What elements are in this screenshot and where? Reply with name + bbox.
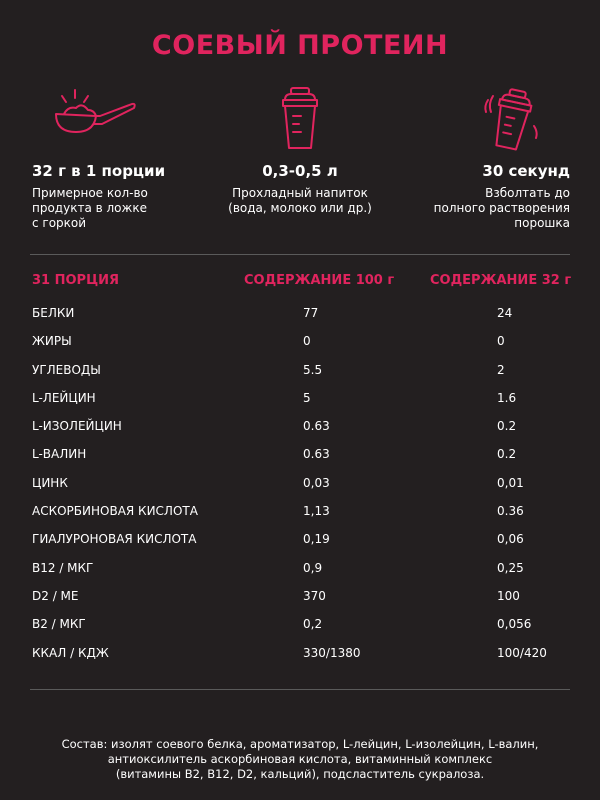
serving-info <box>32 86 222 231</box>
table-row <box>0 524 600 552</box>
nutrient-name: АСКОРБИНОВАЯ КИСЛОТА <box>32 504 198 519</box>
table-row <box>0 468 600 496</box>
serving-description: Примерное кол-во продукта в ложке с горкой <box>32 186 148 230</box>
value-per-32g: 0,056 <box>497 617 532 632</box>
shake-info <box>380 86 570 231</box>
nutrient-name: ККАЛ / КДЖ <box>32 645 109 660</box>
table-row <box>0 411 600 439</box>
shake-heading: 30 секунд <box>482 162 570 180</box>
scoop-icon <box>32 86 222 152</box>
liquid-heading: 0,3-0,5 л <box>262 162 338 180</box>
value-per-100g: 5.5 <box>303 362 323 377</box>
serving-heading: 32 г в 1 порции <box>32 162 166 180</box>
value-per-100g: 330/1380 <box>303 645 361 660</box>
liquid-description: Прохладный напиток (вода, молоко или др.) <box>228 186 372 215</box>
shake-description: Взболтать до полного растворения порошка <box>433 186 570 230</box>
nutrient-name: В12 / МКГ <box>32 560 94 575</box>
nutrient-name: L-ИЗОЛЕЙЦИН <box>32 419 122 434</box>
table-row <box>0 355 600 383</box>
divider-top <box>30 254 570 255</box>
divider-bottom <box>30 689 570 690</box>
value-per-32g: 0,06 <box>497 532 524 547</box>
value-per-100g: 77 <box>303 306 319 320</box>
table-row <box>0 581 600 609</box>
value-per-32g: 100/420 <box>497 645 547 660</box>
liquid-info <box>205 86 395 216</box>
value-per-32g: 24 <box>497 306 513 320</box>
value-per-32g: 0,25 <box>497 560 524 575</box>
nutrient-name: D2 / МЕ <box>32 588 79 603</box>
header-servings: 31 ПОРЦИЯ <box>32 273 120 288</box>
value-per-32g: 1.6 <box>497 390 517 405</box>
table-row <box>0 553 600 581</box>
value-per-32g: 2 <box>497 362 505 377</box>
value-per-32g: 0.2 <box>497 447 517 462</box>
nutrient-name: В2 / МКГ <box>32 617 86 632</box>
nutrient-name: УГЛЕВОДЫ <box>32 362 101 377</box>
value-per-32g: 0.36 <box>497 504 524 519</box>
table-row <box>0 298 600 326</box>
table-row <box>0 496 600 524</box>
value-per-100g: 0,03 <box>303 475 330 490</box>
value-per-100g: 0,9 <box>303 560 323 575</box>
table-row <box>0 383 600 411</box>
nutrient-name: ГИАЛУРОНОВАЯ КИСЛОТА <box>32 532 197 547</box>
value-per-100g: 0 <box>303 334 311 349</box>
value-per-32g: 0,01 <box>497 475 524 490</box>
header-per-100g: СОДЕРЖАНИЕ 100 г <box>244 273 395 288</box>
shaker-icon <box>205 86 395 152</box>
value-per-100g: 1,13 <box>303 504 330 519</box>
value-per-100g: 370 <box>303 588 326 603</box>
nutrient-name: БЕЛКИ <box>32 306 75 320</box>
value-per-32g: 0.2 <box>497 419 517 434</box>
nutrition-table <box>0 298 600 666</box>
header-per-32g: СОДЕРЖАНИЕ 32 г <box>430 273 572 288</box>
table-row <box>0 609 600 637</box>
shaking-shaker-icon <box>380 86 570 152</box>
page-title: СОЕВЫЙ ПРОТЕИН <box>151 30 449 61</box>
nutrient-name: L-ВАЛИН <box>32 447 87 462</box>
value-per-32g: 0 <box>497 334 505 349</box>
nutrient-name: L-ЛЕЙЦИН <box>32 390 96 405</box>
value-per-100g: 5 <box>303 390 311 405</box>
value-per-32g: 100 <box>497 588 520 603</box>
composition-text: Состав: изолят соевого белка, ароматизатор, L-лейцин, L-изолейцин, L-валин, антиоксилитель аскорбиновая кислота, витаминный комплекс (витамины В2, В12, D2, кальций), подсластитель сукралоза. <box>61 737 539 781</box>
value-per-100g: 0,19 <box>303 532 330 547</box>
table-row <box>0 439 600 467</box>
table-row <box>0 638 600 666</box>
value-per-100g: 0.63 <box>303 447 330 462</box>
value-per-100g: 0.63 <box>303 419 330 434</box>
nutrient-name: ЦИНК <box>32 475 68 490</box>
table-row <box>0 326 600 354</box>
value-per-100g: 0,2 <box>303 617 323 632</box>
nutrient-name: ЖИРЫ <box>32 334 72 349</box>
nutrition-table-header <box>0 273 600 293</box>
